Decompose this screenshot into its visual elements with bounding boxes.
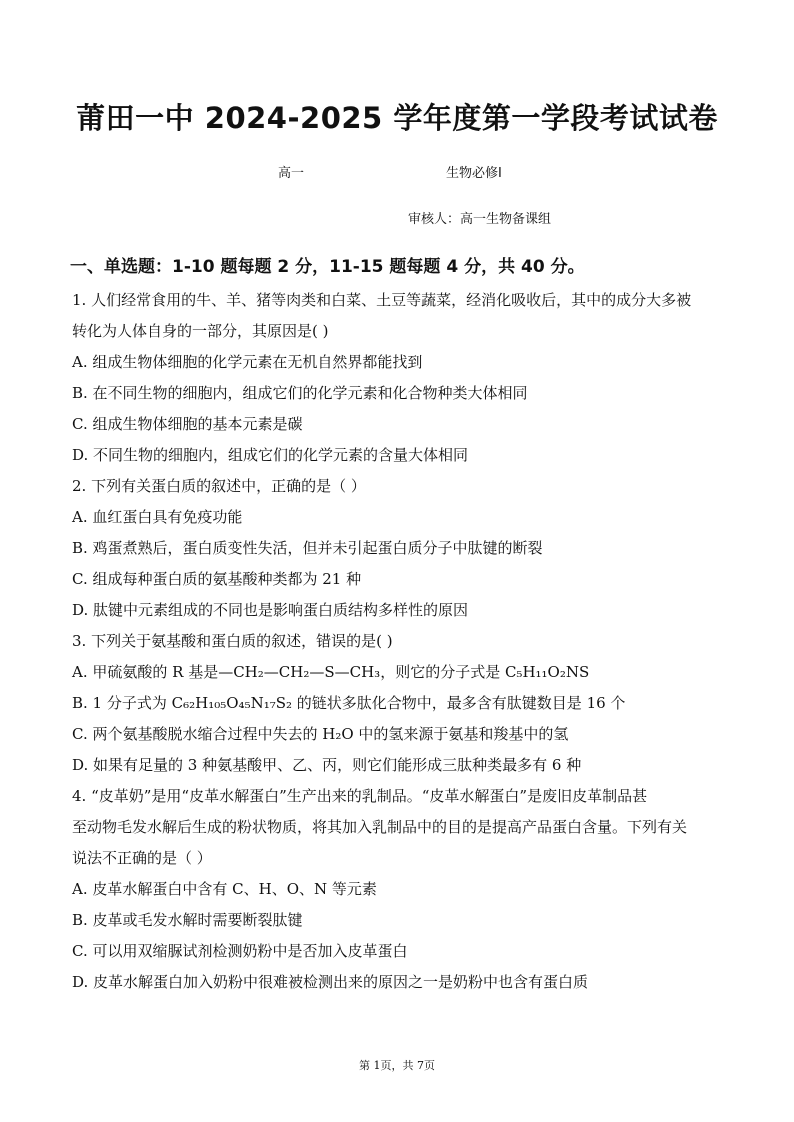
question-1-stem-line-1: 1. 人们经常食用的牛、羊、猪等肉类和白菜、土豆等蔬菜，经消化吸收后，其中的成分大多被 [72, 291, 692, 309]
exam-title: 莆田一中 2024-2025 学年度第一学段考试试卷 [76, 101, 718, 135]
question-4-option-b: B. 皮革或毛发水解时需要断裂肽键 [72, 911, 303, 929]
question-2-option-a: A. 血红蛋白具有免疫功能 [72, 508, 243, 526]
question-4-option-c: C. 可以用双缩脲试剂检测奶粉中是否加入皮革蛋白 [72, 942, 408, 960]
question-3-option-d: D. 如果有足量的 3 种氨基酸甲、乙、丙，则它们能形成三肽种类最多有 6 种 [72, 756, 582, 774]
question-4-option-a: A. 皮革水解蛋白中含有 C、H、O、N 等元素 [72, 880, 377, 898]
question-1-option-a: A. 组成生物体细胞的化学元素在无机自然界都能找到 [72, 353, 423, 371]
question-1-option-d: D. 不同生物的细胞内，组成它们的化学元素的含量大体相同 [72, 446, 469, 464]
question-1-option-c: C. 组成生物体细胞的基本元素是碳 [72, 415, 303, 433]
question-2-option-c: C. 组成每种蛋白质的氨基酸种类都为 21 种 [72, 570, 362, 588]
question-4-stem-line-2: 至动物毛发水解后生成的粉状物质，将其加入乳制品中的目的是提高产品蛋白含量。下列有关 [72, 818, 688, 836]
question-1-stem-line-2: 转化为人体自身的一部分，其原因是( ) [72, 322, 329, 340]
question-2-option-b: B. 鸡蛋煮熟后，蛋白质变性失活，但并未引起蛋白质分子中肽键的断裂 [72, 539, 543, 557]
question-2-option-d: D. 肽键中元素组成的不同也是影响蛋白质结构多样性的原因 [72, 601, 469, 619]
grade-label: 高一 [278, 166, 305, 181]
question-4-option-d: D. 皮革水解蛋白加入奶粉中很难被检测出来的原因之一是奶粉中也含有蛋白质 [72, 973, 589, 991]
question-4-stem-line-1: 4. “皮革奶”是用“皮革水解蛋白”生产出来的乳制品。“皮革水解蛋白”是废旧皮革制品甚 [72, 787, 648, 805]
reviewer-label: 审核人：高一生物备课组 [408, 212, 552, 227]
question-list [72, 285, 732, 998]
question-3-option-c: C. 两个氨基酸脱水缩合过程中失去的 H₂O 中的氢来源于氨基和羧基中的氢 [72, 725, 569, 743]
subject-label: 生物必修Ⅰ [446, 166, 502, 181]
section-heading: 一、单选题：1-10 题每题 2 分，11-15 题每题 4 分，共 40 分。 [70, 257, 585, 277]
question-3-stem-line-1: 3. 下列关于氨基酸和蛋白质的叙述，错误的是( ) [72, 632, 393, 650]
question-2-stem-line-1: 2. 下列有关蛋白质的叙述中，正确的是（ ） [72, 477, 366, 495]
question-3-option-a: A. 甲硫氨酸的 R 基是—CH₂—CH₂—S—CH₃，则它的分子式是 C₅H₁₁O₂NS [72, 663, 590, 681]
question-1-option-b: B. 在不同生物的细胞内，组成它们的化学元素和化合物种类大体相同 [72, 384, 528, 402]
page-number: 第 1页，共 7页 [359, 1059, 435, 1072]
question-3-option-b: B. 1 分子式为 C₆₂H₁₀₅O₄₅N₁₇S₂ 的链状多肽化合物中，最多含有肽键数目是 16 个 [72, 694, 626, 712]
question-4-stem-line-3: 说法不正确的是（ ） [72, 849, 212, 867]
